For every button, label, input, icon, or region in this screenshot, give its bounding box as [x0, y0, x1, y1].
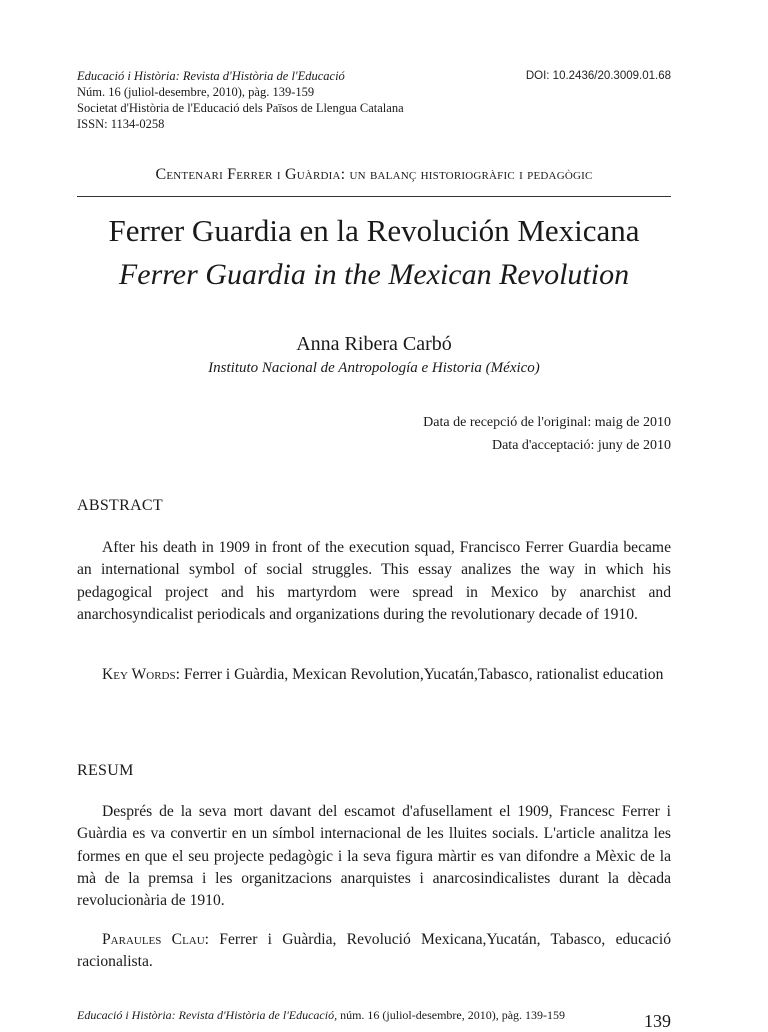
accepted-date: Data d'acceptació: juny de 2010 [491, 438, 671, 453]
section-title: Centenari Ferrer i Guàrdia: un balanç historiogràfic i pedagògic [155, 166, 593, 183]
journal-issn: ISSN: 1134-0258 [77, 117, 165, 131]
article-title: Ferrer Guardia en la Revolución Mexicana [108, 213, 640, 248]
abstract-text: After his death in 1909 in front of the execution squad, Francisco Ferrer Guardia became an international symbol of social struggles. This essay analizes the way in which his pedagogical project and his martyrdom were spread in Mexico by anarchist and anarchosyndicalist periodicals and organizations during the revolutionary decade of 1910. [77, 539, 671, 623]
resum-keywords [77, 929, 671, 974]
author-name: Anna Ribera Carbó [296, 333, 452, 355]
footer-issue: núm. 16 (juliol-desembre, 2010), pàg. 139-159 [340, 1008, 566, 1022]
resum-heading: RESUM [77, 762, 134, 779]
received-date: Data de recepció de l'original: maig de 2010 [423, 415, 671, 430]
footer-journal: Educació i Història: Revista d'Història de l'Educació, [77, 1008, 338, 1022]
resum-text: Després de la seva mort davant del escamot d'afusellament el 1909, Francesc Ferrer i Guàrdia es va convertir en un símbol internacional de les lluites socials. L'article analitza les formes en que el seu projecte pedagògic i la seva figura màrtir es van difondre a Mèxic de la mà de la premsa i les organitzacions anarquistes i anarcosindicalistes durant la dècada revolucionària de 1910. [77, 803, 671, 910]
journal-header [77, 68, 671, 132]
journal-society: Societat d'Història de l'Educació dels Països de Llengua Catalana [77, 101, 404, 115]
header-divider [77, 196, 671, 197]
article-subtitle: Ferrer Guardia in the Mexican Revolution [118, 258, 630, 291]
keywords-text: Ferrer i Guàrdia, Mexican Revolution,Yucatán,Tabasco, rationalist education [183, 666, 664, 683]
paraules-clau-label: Paraules Clau: [102, 931, 210, 948]
submission-dates [77, 411, 671, 457]
page-number: 139 [644, 1011, 671, 1031]
author-affiliation: Instituto Nacional de Antropología e Historia (México) [208, 360, 540, 376]
paraules-clau-text: Ferrer i Guàrdia, Revolució Mexicana,Yucatán, Tabasco, educació racionalista. [77, 931, 671, 971]
doi: DOI: 10.2436/20.3009.01.68 [525, 70, 671, 82]
page-footer [77, 1008, 671, 1023]
journal-issue: Núm. 16 (juliol-desembre, 2010), pàg. 139-159 [77, 85, 315, 99]
journal-name: Educació i Història: Revista d'Història de l'Educació [77, 69, 345, 83]
abstract-heading: ABSTRACT [77, 497, 163, 514]
abstract-keywords [77, 664, 671, 686]
keywords-label: Key Words: [102, 666, 180, 683]
